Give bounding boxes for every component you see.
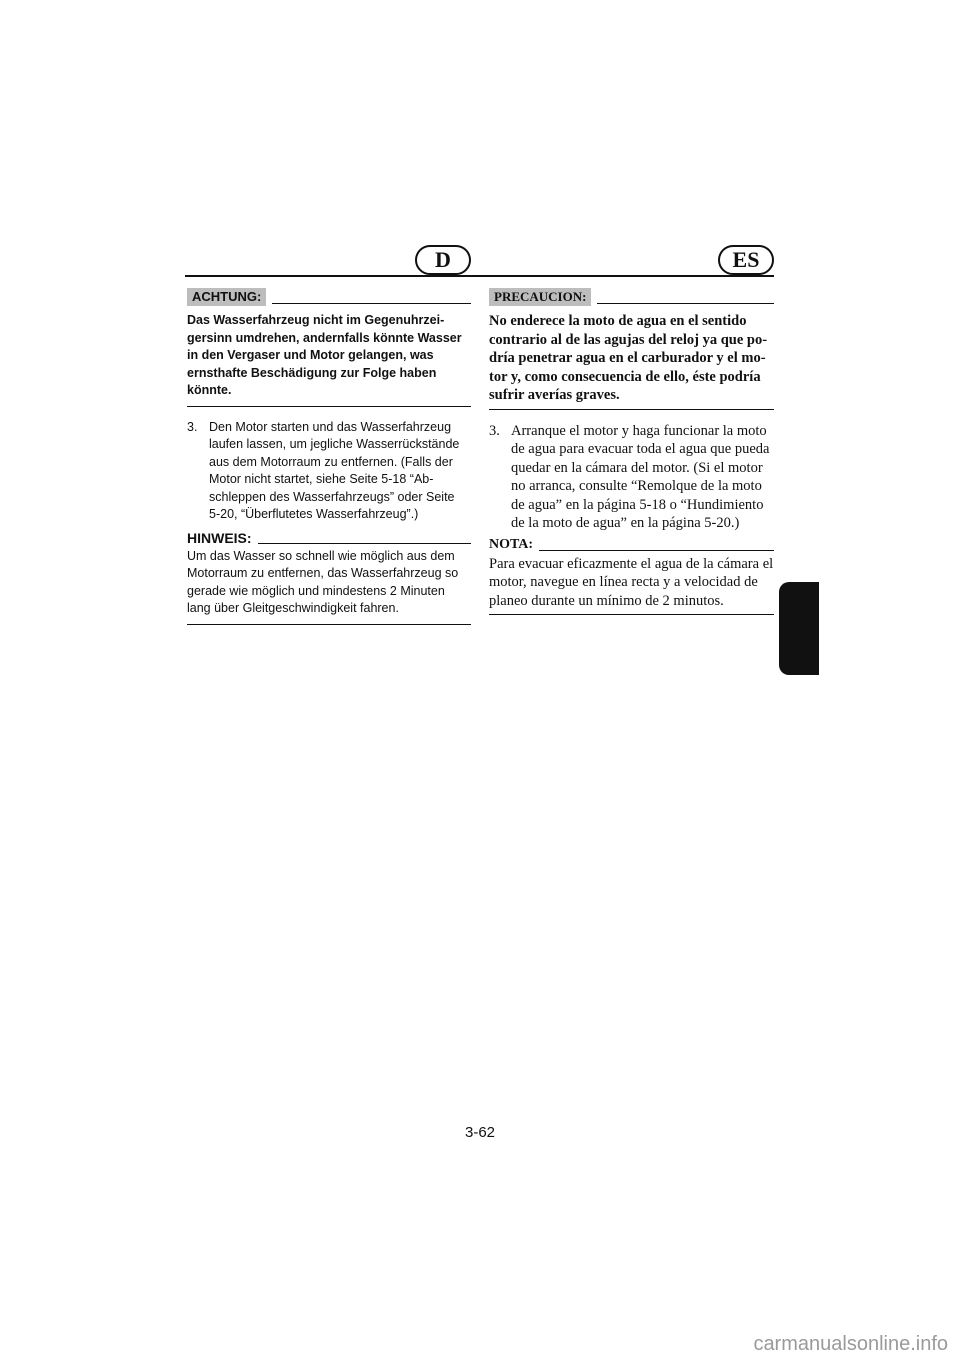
- warning-line: tor y, como consecuencia de ello, éste podría: [489, 368, 761, 385]
- step-line: quedar en la cámara del motor. (Si el motor: [511, 459, 763, 476]
- german-column: [187, 288, 471, 625]
- spanish-warning-block: [489, 312, 774, 410]
- note-line: Um das Wasser so schnell wie möglich aus dem: [187, 548, 455, 563]
- note-line: motor, navegue en línea recta y a velocidad de: [489, 574, 758, 590]
- warning-line: sufrir averías graves.: [489, 387, 620, 403]
- divider: [539, 550, 774, 551]
- step-number: 3.: [489, 422, 500, 439]
- warning-line: dría penetrar agua en el carburador y el mo-: [489, 350, 766, 366]
- german-step: [187, 419, 471, 524]
- divider: [258, 543, 471, 544]
- step-line: laufen lassen, um jegliche Wasserrückstände: [209, 437, 460, 451]
- spanish-step: [489, 422, 774, 533]
- warning-line: Das Wasserfahrzeug nicht im Gegenuhrzei-: [187, 313, 445, 327]
- german-note-header: [187, 530, 471, 546]
- language-badge-german: D: [415, 245, 471, 275]
- step-line: Arranque el motor y haga funcionar la moto: [511, 422, 767, 439]
- spanish-column: [489, 288, 774, 615]
- note-line: Para evacuar eficazmente el agua de la cámara el: [489, 555, 774, 572]
- chapter-tab: [779, 582, 819, 675]
- spanish-note-label: NOTA:: [489, 536, 534, 552]
- watermark: carmanualsonline.info: [753, 1333, 948, 1355]
- divider: [272, 303, 471, 304]
- warning-line: in den Vergaser und Motor gelangen, was: [187, 348, 434, 362]
- german-warning-header: [187, 288, 471, 306]
- divider: [597, 303, 774, 304]
- spanish-warning-label: PRECAUCION:: [489, 288, 591, 306]
- warning-line: gersinn umdrehen, andernfalls könnte Wasser: [187, 330, 462, 345]
- language-badge-spanish: ES: [718, 245, 774, 275]
- warning-line: contrario al de las agujas del reloj ya que po-: [489, 331, 768, 348]
- note-line: planeo durante un mínimo de 2 minutos.: [489, 592, 724, 609]
- step-line: 5-20, “Überflutetes Wasserfahrzeug”.): [209, 507, 419, 521]
- warning-line: ernsthafte Beschädigung zur Folge haben: [187, 365, 437, 380]
- note-line: lang über Gleitgeschwindigkeit fahren.: [187, 601, 399, 615]
- step-line: no arranca, consulte “Remolque de la moto: [511, 478, 762, 494]
- step-line: aus dem Motorraum zu entfernen. (Falls der: [209, 454, 453, 469]
- step-line: de agua” en la página 5-18 o “Hundimiento: [511, 496, 764, 513]
- spanish-note-header: [489, 537, 774, 553]
- spanish-warning-header: [489, 288, 774, 306]
- step-line: de la moto de agua” en la página 5-20.): [511, 515, 740, 531]
- step-line: de agua para evacuar toda el agua que pueda: [511, 441, 770, 457]
- warning-line: No enderece la moto de agua en el sentido: [489, 313, 747, 329]
- page-number: 3-62: [464, 1124, 496, 1141]
- german-note-label: HINWEIS:: [187, 529, 252, 546]
- step-line: Den Motor starten und das Wasserfahrzeug: [209, 419, 452, 434]
- warning-line: könnte.: [187, 383, 232, 397]
- german-warning-label: ACHTUNG:: [187, 288, 266, 306]
- spanish-note-block: [489, 555, 774, 616]
- header-rule: [185, 275, 774, 277]
- note-line: Motorraum zu entfernen, das Wasserfahrzeug so: [187, 566, 459, 580]
- step-line: Motor nicht startet, siehe Seite 5-18 “Ab-: [209, 472, 434, 486]
- step-line: schleppen des Wasserfahrzeugs” oder Seite: [209, 489, 455, 504]
- german-warning-block: [187, 312, 471, 407]
- german-note-block: [187, 548, 471, 625]
- step-number: 3.: [187, 419, 198, 434]
- note-line: gerade wie möglich und mindestens 2 Minuten: [187, 583, 445, 598]
